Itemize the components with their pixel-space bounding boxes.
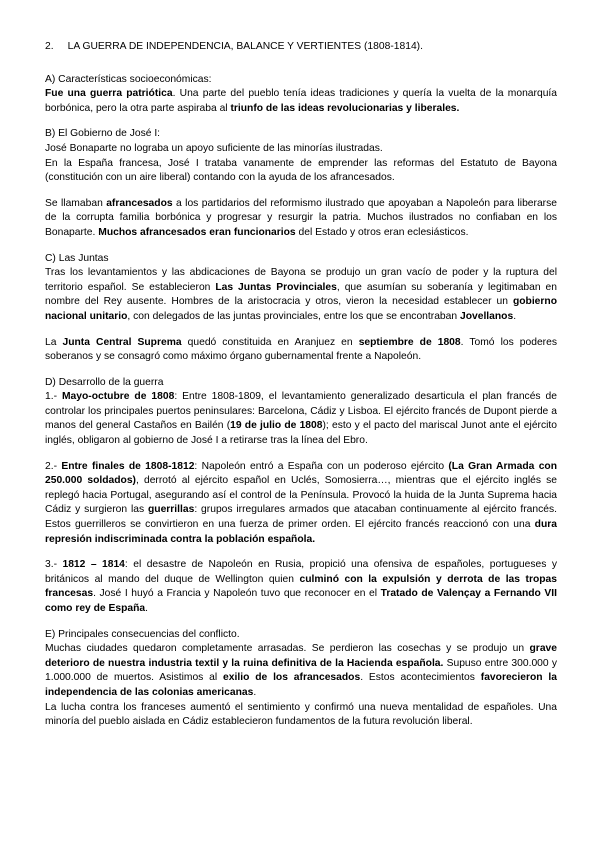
text-run: La lucha contra los franceses aumentó el sentimiento y confirmó una nueva mentalidad de españoles. Una minoría del pueblo aislada en Cádiz establecieron fundamentos de la futura revolución liberal. (45, 701, 557, 728)
text-run: : Entre 1808-1809, el levantamiento generalizado desarticula el plan francés de controlar los principales puertos peninsulares: Barcelona, Cádiz y Lisboa. El ejército francés de Dupont pierde a manos del general Castaños en Bailén ( (45, 391, 557, 432)
bold-text: Mayo-octubre de 1808 (61, 391, 175, 403)
text-run: , que asumían su soberanía y legitimaban en nombre del Rey ausente. Hombres de la aristocracia y otros, vieron la necesidad establecer un (45, 281, 558, 308)
bold-text: afrancesados (106, 197, 173, 209)
paragraph (45, 142, 557, 157)
text-run: . Una parte del pueblo tenía ideas tradiciones y quería la vuelta de la monarquía borbónica, pero la otra parte aspiraba al (45, 88, 558, 114)
section (45, 628, 557, 730)
document-page (45, 40, 557, 741)
text-run: ); esto y el pacto del mariscal Junot ante el ejército inglés, obligaron al gobierno de José I a retirarse tras la línea del Ebro. (45, 420, 558, 447)
paragraph (45, 336, 557, 365)
bold-text: Junta Central Suprema (62, 336, 182, 348)
title-number: 2. (45, 41, 54, 52)
paragraph (45, 460, 557, 548)
text-run: quedó constituida en Aranjuez en (181, 336, 359, 348)
text-run: . José I huyó a Francia y Napoleón tuvo que reconocer en el (93, 588, 381, 600)
text-run: 2.- (45, 460, 62, 472)
text-run: : grupos irregulares armados que atacaban continuamente al ejército francés. Estos guerrilleros se convirtieron en una fuerza de primer orden. El ejército francés reaccionó con una (45, 504, 557, 531)
text-run: : Napoleón entró a España con un poderoso ejército (194, 460, 449, 472)
text-run: 1.- (45, 391, 62, 403)
text-run: . Tomó los poderes soberanos y se consagró como máximo órgano gubernamental frente a Napoleón. (45, 336, 557, 363)
section-heading: B) El Gobierno de José I: (45, 128, 161, 140)
bold-text: Jovellanos (459, 310, 514, 322)
paragraph (45, 558, 557, 616)
text-run: Muchas ciudades quedaron completamente arrasadas. Se perdieron las cosechas y se produjo un (45, 643, 530, 655)
section (45, 376, 557, 617)
text-run: : el desastre de Napoleón en Rusia, propició una ofensiva de españoles, portugueses y británicos al mando del duque de Wellington quien (45, 559, 557, 585)
section-heading: E) Principales consecuencias del conflicto. (45, 628, 240, 640)
bold-text: dura represión indiscriminada contra la población española. (45, 519, 557, 545)
text-run: . (145, 603, 149, 614)
text-run: . Estos acontecimientos (360, 672, 481, 684)
text-run: a los partidarios del reformismo ilustrado que apoyaban a Napoleón para liberarse de la corrupta familia borbónica y progresar y resurgir la patria. Muchos ilustrados no confiaban en los Bonaparte. (45, 197, 557, 238)
text-run: 3.- (45, 559, 63, 571)
bold-text: gobierno nacional unitario (45, 296, 557, 322)
section-heading: A) Características socioeconómicas: (45, 73, 212, 85)
paragraph (45, 642, 557, 700)
text-run: , con delegados de las juntas provinciales, entre los que se encontraban (127, 310, 460, 322)
bold-text: culminó con la expulsión y derrota de las tropas francesas (45, 573, 557, 600)
document-title (45, 40, 557, 55)
bold-text: guerrillas (147, 504, 195, 516)
section-heading: C) Las Juntas (45, 252, 109, 264)
text-run: . (253, 686, 257, 698)
text-run: Supuso entre 300.000 y 1.000.000 de muertos. Asistimos al (45, 657, 557, 684)
paragraph (45, 701, 557, 730)
document-body (45, 73, 557, 730)
bold-text: exilio de los afrancesados (223, 672, 361, 684)
paragraph (45, 197, 557, 241)
bold-text: Entre finales de 1808-1812 (61, 460, 195, 472)
text-run: . (513, 310, 517, 322)
title-text: LA GUERRA DE INDEPENDENCIA, BALANCE Y VERTIENTES (1808-1814). (67, 41, 423, 52)
bold-text: triunfo de las ideas revolucionarias y liberales. (230, 102, 460, 114)
text-run: José Bonaparte no lograba un apoyo suficiente de las minorías ilustradas. (45, 142, 383, 154)
bold-text: 1812 – 1814 (62, 559, 125, 571)
text-run: Tras los levantamientos y las abdicaciones de Bayona se produjo un gran vacío de poder y la ruptura del territorio español. Se establecieron (45, 267, 557, 293)
paragraph (45, 390, 557, 448)
bold-text: (La Gran Armada con 250.000 soldados) (45, 460, 557, 487)
bold-text: Fue una guerra patriótica (45, 88, 173, 100)
bold-text: grave deterioro de nuestra industria textil y la ruina definitiva de la Hacienda española. (45, 643, 557, 669)
bold-text: Tratado de Valençay a Fernando VII como rey de España (45, 588, 557, 614)
paragraph (45, 87, 557, 116)
paragraph (45, 157, 557, 186)
section (45, 127, 557, 240)
text-run: La (45, 336, 63, 348)
text-run: del Estado y otros eran eclesiásticos. (295, 226, 469, 238)
bold-text: Las Juntas Provinciales (215, 281, 337, 293)
section (45, 73, 557, 117)
section (45, 252, 557, 365)
text-run: En la España francesa, José I trataba vanamente de emprender las reformas del Estatuto de Bayona (constitución con un aire liberal) contando con la ayuda de los afrancesados. (45, 157, 557, 184)
section-heading: D) Desarrollo de la guerra (45, 376, 164, 388)
bold-text: septiembre de 1808 (358, 336, 461, 348)
bold-text: favorecieron la independencia de las colonias americanas (45, 672, 558, 698)
bold-text: 19 de julio de 1808 (230, 420, 323, 432)
text-run: Se llamaban (45, 197, 107, 209)
bold-text: Muchos afrancesados eran funcionarios (98, 226, 296, 238)
paragraph (45, 266, 557, 324)
text-run: , derrotó al ejército español en Uclés, Somosierra…, mientras que el ejército inglés se replegó hacia Portugal, asegurando así el control de la Península. Provocó la huida de la Junta Suprema hacia Cádiz y surgieron las (45, 475, 557, 516)
